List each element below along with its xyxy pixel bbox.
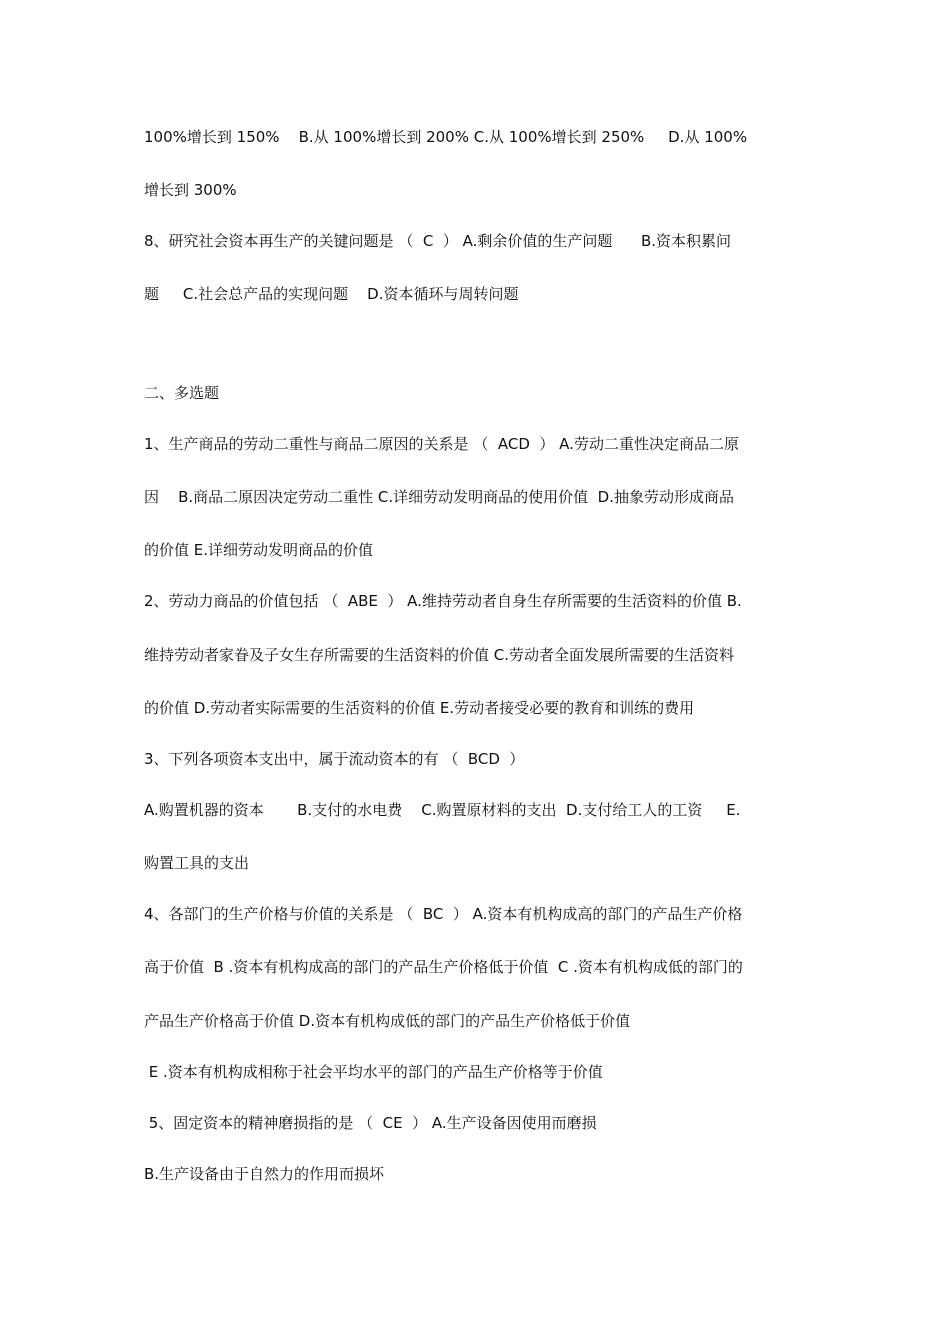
question-1: 1、生产商品的劳动二重性与商品二原因的关系是 （ ACD ） A.劳动二重性决定商品二原 bbox=[144, 435, 739, 453]
text-line: 维持劳动者家眷及子女生存所需要的生活资料的价值 C.劳动者全面发展所需要的生活资料 bbox=[144, 646, 735, 664]
text-line: 产品生产价格高于价值 D.资本有机构成低的部门的产品生产价格低于价值 bbox=[144, 1012, 631, 1030]
section-heading: 二、多选题 bbox=[144, 384, 220, 402]
text-line: 100%增长到 150% B.从 100%增长到 200% C.从 100%增长到 250% D.从 100% bbox=[144, 128, 748, 146]
question-5: 5、固定资本的精神磨损指的是 （ CE ） A.生产设备因使用而磨损 bbox=[144, 1114, 597, 1132]
text-line: 题 C.社会总产品的实现问题 D.资本循环与周转问题 bbox=[144, 285, 519, 303]
question-4: 4、各部门的生产价格与价值的关系是 （ BC ） A.资本有机构成高的部门的产品生产价格 bbox=[144, 905, 743, 923]
text-line: E .资本有机构成相称于社会平均水平的部门的产品生产价格等于价值 bbox=[144, 1063, 603, 1081]
text-line: 增长到 300% bbox=[144, 181, 237, 199]
text-line: 购置工具的支出 bbox=[144, 854, 250, 872]
question-2: 2、劳动力商品的价值包括 （ ABE ） A.维持劳动者自身生存所需要的生活资料的价值 B. bbox=[144, 592, 742, 610]
question-3: 3、下列各项资本支出中，属于流动资本的有 （ BCD ） bbox=[144, 750, 525, 768]
text-line: 因 B.商品二原因决定劳动二重性 C.详细劳动发明商品的使用价值 D.抽象劳动形成商品 bbox=[144, 488, 734, 506]
text-line: A.购置机器的资本 B.支付的水电费 C.购置原材料的支出 D.支付给工人的工资 E. bbox=[144, 801, 741, 819]
question-8: 8、研究社会资本再生产的关键问题是 （ C ） A.剩余价值的生产问题 B.资本积累问 bbox=[144, 232, 732, 250]
text-line: 高于价值 B .资本有机构成高的部门的产品生产价格低于价值 C .资本有机构成低的部门的 bbox=[144, 958, 743, 976]
text-line: 的价值 E.详细劳动发明商品的价值 bbox=[144, 541, 374, 559]
text-line: 的价值 D.劳动者实际需要的生活资料的价值 E.劳动者接受必要的教育和训练的费用 bbox=[144, 699, 695, 717]
text-line: B.生产设备由于自然力的作用而损坏 bbox=[144, 1165, 385, 1183]
